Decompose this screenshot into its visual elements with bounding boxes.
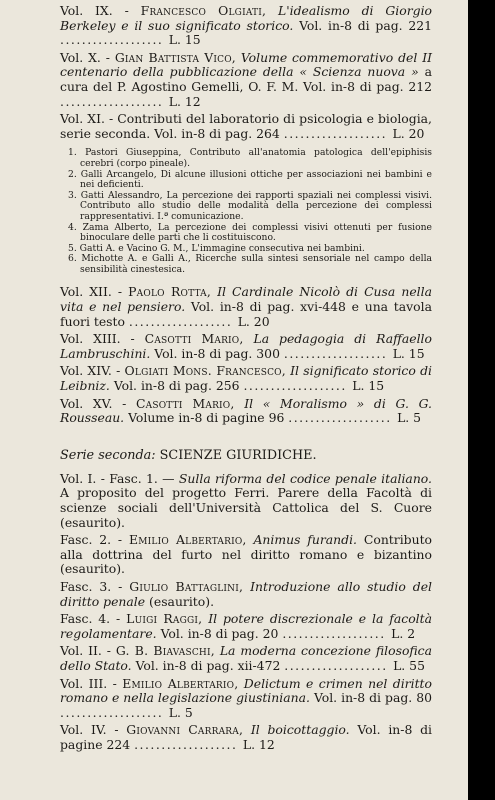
entry-info: Vol. in-8 di pagine 224 — [60, 722, 432, 752]
entry-price: L. 2 — [391, 625, 416, 641]
sub-entry: 3. Gatti Alessandro, La percezione dei rapporti spaziali nei complessi visivi. Contributo allo studio delle modalità della percezione dei complessi rappresentativi. I.ª comunicazione. — [68, 189, 432, 222]
volume-number: Vol. II. - — [60, 643, 111, 659]
volume-number: Vol. XV. - — [60, 395, 127, 411]
entry-title: Il boicottaggio. — [250, 722, 350, 738]
entry-author: Luigi Raggi, — [126, 611, 203, 627]
entry-title: Il « Moralismo » di G. G. Rousseau. — [60, 395, 432, 426]
volume-number: Vol. XII. - — [60, 284, 123, 300]
entry-info: Vol. in-8 di pag. 221 — [299, 17, 432, 33]
volume-number: Vol. XI. - — [60, 111, 114, 127]
entry-title: Introduzione allo studio del diritto penale — [60, 578, 432, 609]
entry-info: Contributo alla dottrina del furto nel diritto romano e bizantino (esaurito). — [60, 532, 433, 577]
entry-info: A proposito del progetto Ferri. Parere della Facoltà di scienze sociali dell'Università Cattolica del S. Cuore (esaurito). — [60, 485, 432, 530]
sub-entry: 4. Zama Alberto, La percezione dei complessi visivi ottenuti per fusione binoculare delle parti che li costituiscono. — [68, 221, 432, 244]
entry-price: L. 12 — [242, 736, 275, 752]
catalog-entry — [60, 533, 432, 577]
leader-dots: ................... — [282, 625, 392, 641]
sub-entry: 2. Galli Arcangelo, Di alcune illusioni ottiche per associazioni nei bambini e nei deficienti. — [68, 168, 432, 191]
volume-number: Vol. XIV. - — [60, 363, 121, 379]
entry-title: L'idealismo di Giorgio Berkeley e il suo significato storico. — [60, 3, 432, 33]
entry-title: Il Cardinale Nicolò di Cusa nella vita e nel pensiero. — [60, 284, 432, 315]
sub-entry: 6. Michotte A. e Galli A., Ricerche sulla sintesi sensoriale nel campo della sensibilità cinestesica. — [68, 253, 432, 275]
volume-number: Fasc. 2. - — [60, 532, 123, 548]
entry-author: Gian Battista Vico, — [114, 49, 236, 65]
leader-dots: ................... — [283, 125, 393, 141]
sub-entry: 1. Pastori Giuseppina, Contributo all'anatomia patologica dell'epiphisis cerebri (corpo pineale). — [68, 147, 432, 169]
catalog-entry — [60, 580, 432, 609]
entry-price: L. 5 — [168, 704, 193, 720]
entry-info: Vol. in-8 di pag. xii-472 — [135, 657, 281, 673]
entry-info: Vol. in-8 di pag. 300 — [154, 345, 280, 361]
volume-number: Vol. I. - Fasc. 1. — — [60, 470, 175, 486]
entry-author: Casotti Mario, — [144, 331, 244, 347]
catalog-entry — [60, 112, 432, 141]
leader-dots: ................... — [284, 657, 394, 673]
entry-author: Paolo Rotta, — [128, 284, 211, 300]
entry-author: Olgiati Mons. Francesco, — [124, 363, 286, 379]
volume-number: Vol. IX. - — [60, 3, 129, 18]
catalog-entry — [60, 397, 432, 426]
entry-author: Giulio Battaglini, — [129, 578, 244, 594]
entry-price: L. 15 — [352, 378, 385, 394]
entry-title: Il potere discrezionale e la facoltà regolamentare. — [60, 611, 432, 641]
entry-title: Delictum e crimen nel diritto romano e nella legislazione giustiniana. — [60, 675, 432, 706]
entry-info: Vol. in-8 di pag. 256 — [113, 378, 240, 394]
entry-price: L. 5 — [397, 410, 422, 426]
entry-title: Volume commemorativo del II centenario della pubblicazione della « Scienza nuova » — [60, 49, 432, 80]
entry-author: G. B. Biavaschi, — [115, 643, 215, 659]
entry-author: Francesco Olgiati, — [140, 3, 267, 18]
entry-author: Emilio Albertario, — [129, 532, 247, 548]
catalog-entry — [60, 285, 432, 329]
entry-author: Casotti Mario, — [135, 395, 235, 411]
sub-entries-list — [68, 148, 432, 275]
leader-dots: ................... — [243, 378, 353, 394]
entry-title: La moderna concezione filosofica dello Stato. — [60, 643, 432, 673]
entry-info: Vol. in-8 di pag. 20 — [160, 625, 279, 641]
entry-title: La pedagogia di Raffaello Lambruschini. — [60, 331, 432, 361]
catalog-entry — [60, 4, 432, 48]
entry-price: L. 20 — [237, 313, 270, 329]
entry-price: L. 15 — [168, 32, 201, 48]
entry-price: L. 20 — [392, 125, 425, 141]
entry-info: Vol. in-8 di pag. xvi-448 e una tavola fuori testo — [60, 299, 432, 329]
entry-title: Sulla riforma del codice penale italiano. — [178, 470, 432, 486]
entry-price: L. 12 — [168, 93, 201, 109]
entry-price: L. 15 — [392, 345, 425, 361]
leader-dots: ................... — [283, 345, 393, 361]
volume-number: Fasc. 4. - — [60, 611, 121, 627]
entry-info: Vol. in-8 di pag. 80 — [313, 690, 432, 706]
leader-dots: ................... — [128, 313, 238, 329]
entry-author: Giovanni Carrara, — [126, 722, 244, 738]
leader-dots: ................... — [60, 32, 169, 48]
entry-author: Emilio Albertario, — [122, 675, 239, 691]
catalog-content — [60, 4, 432, 756]
series-heading — [60, 448, 432, 463]
entry-price: L. 55 — [393, 657, 425, 673]
catalog-entry — [60, 472, 432, 530]
sub-entry: 5. Gatti A. e Vacino G. M., L'immagine consecutiva nei bambini. — [68, 242, 365, 254]
leader-dots: ................... — [60, 704, 169, 720]
entry-title: Il significato storico di Leibniz. — [60, 363, 432, 394]
leader-dots: ................... — [60, 93, 169, 109]
entry-title: Animus furandi. — [253, 532, 357, 548]
volume-number: Vol. III. - — [60, 675, 117, 691]
leader-dots: ................... — [288, 410, 398, 426]
series-label: Serie seconda: — [60, 447, 156, 463]
entry-info: Contributi del laboratorio di psicologia e biologia, serie seconda. Vol. in-8 di pag. 264 — [60, 111, 432, 141]
catalog-entry — [60, 644, 432, 673]
catalog-entry — [60, 677, 432, 721]
entry-info: a cura del P. Agostino Gemelli, O. F. M. Vol. in-8 di pag. 212 — [60, 64, 432, 94]
volume-number: Vol. XIII. - — [60, 331, 135, 347]
catalog-entry — [60, 612, 432, 641]
leader-dots: ................... — [134, 736, 243, 752]
catalog-entry — [60, 51, 432, 109]
series-name: SCIENZE GIURIDICHE. — [159, 447, 317, 463]
entry-info: Volume in-8 di pagine 96 — [128, 410, 285, 426]
catalog-entry — [60, 364, 432, 393]
volume-number: Fasc. 3. - — [60, 578, 123, 594]
volume-number: Vol. IV. - — [60, 722, 119, 738]
entry-info: (esaurito). — [149, 593, 215, 609]
catalog-entry — [60, 723, 432, 752]
catalog-entry — [60, 332, 432, 361]
volume-number: Vol. X. - — [60, 49, 110, 65]
